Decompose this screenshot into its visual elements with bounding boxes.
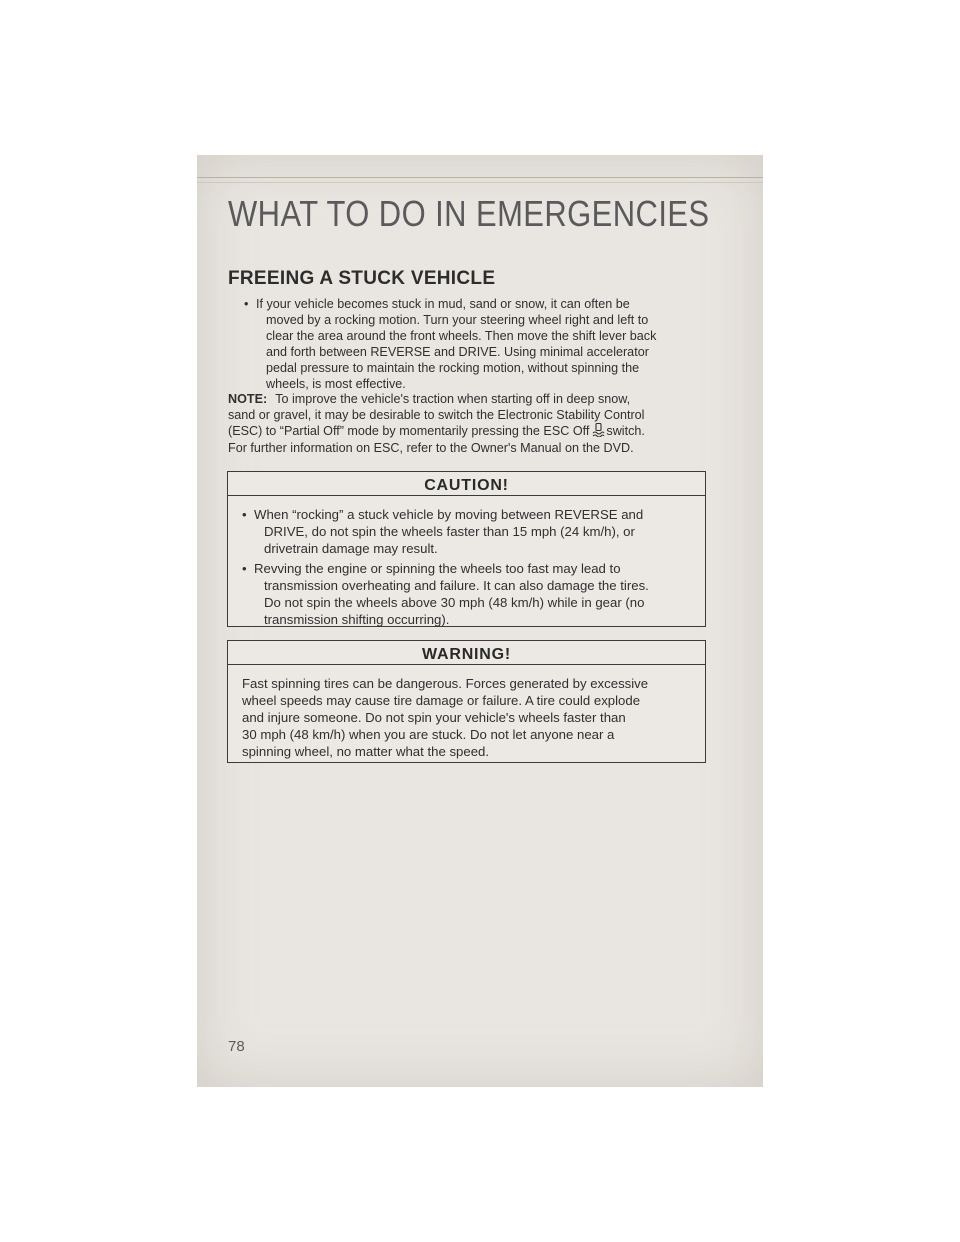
warning-line: Fast spinning tires can be dangerous. Forces generated by excessive	[242, 676, 649, 691]
warning-line: spinning wheel, no matter what the speed.	[242, 744, 490, 759]
bullet-line: and forth between REVERSE and DRIVE. Using minimal accelerator	[266, 345, 649, 360]
bullet-marker: •	[244, 297, 249, 311]
page-number: 78	[228, 1038, 245, 1055]
bullet-line: clear the area around the front wheels. Then move the shift lever back	[266, 329, 657, 344]
warning-line: and injure someone. Do not spin your vehicle's wheels faster than	[242, 710, 626, 725]
bullet-marker: •	[242, 507, 247, 522]
caution-line: transmission shifting occurring).	[264, 612, 450, 627]
caution-box	[227, 471, 706, 627]
rocking-instructions	[244, 296, 714, 393]
list-item	[244, 296, 714, 393]
note-line: For further information on ESC, refer to the Owner's Manual on the DVD.	[228, 440, 634, 455]
caution-heading: CAUTION!	[228, 472, 705, 496]
caution-line: drivetrain damage may result.	[264, 541, 438, 556]
bullet-line: If your vehicle becomes stuck in mud, sand or snow, it can often be	[256, 297, 630, 311]
chapter-title: WHAT TO DO IN EMERGENCIES	[228, 193, 710, 234]
manual-page	[197, 155, 763, 1087]
caution-line: Revving the engine or spinning the wheels too fast may lead to	[254, 561, 621, 576]
header-rule-secondary	[197, 182, 763, 183]
bullet-line: moved by a rocking motion. Turn your steering wheel right and left to	[266, 313, 649, 328]
warning-line: wheel speeds may cause tire damage or failure. A tire could explode	[242, 693, 641, 708]
note-paragraph	[228, 391, 738, 456]
note-line: (ESC) to “Partial Off” mode by momentarily pressing the ESC Off	[228, 424, 590, 439]
note-line: To improve the vehicle's traction when starting off in deep snow,	[275, 392, 631, 406]
note-label: NOTE:	[228, 392, 268, 406]
note-line: sand or gravel, it may be desirable to switch the Electronic Stability Control	[228, 408, 645, 423]
header-rule	[197, 177, 763, 178]
warning-box	[227, 640, 706, 763]
list-item	[242, 506, 691, 557]
caution-line: When “rocking” a stuck vehicle by moving between REVERSE and	[254, 507, 644, 522]
bullet-line: wheels, is most effective.	[266, 377, 406, 392]
note-line: switch.	[606, 424, 645, 439]
warning-line: 30 mph (48 km/h) when you are stuck. Do not let anyone near a	[242, 727, 615, 742]
bullet-marker: •	[242, 561, 247, 576]
section-title: FREEING A STUCK VEHICLE	[228, 268, 496, 289]
caution-line: transmission overheating and failure. It can also damage the tires.	[264, 578, 649, 593]
list-item	[242, 560, 691, 628]
bullet-line: pedal pressure to maintain the rocking motion, without spinning the	[266, 361, 640, 376]
caution-line: Do not spin the wheels above 30 mph (48 km/h) while in gear (no	[264, 595, 645, 610]
caution-line: DRIVE, do not spin the wheels faster than 15 mph (24 km/h), or	[264, 524, 635, 539]
esc-off-icon	[592, 423, 605, 437]
warning-heading: WARNING!	[228, 641, 705, 665]
